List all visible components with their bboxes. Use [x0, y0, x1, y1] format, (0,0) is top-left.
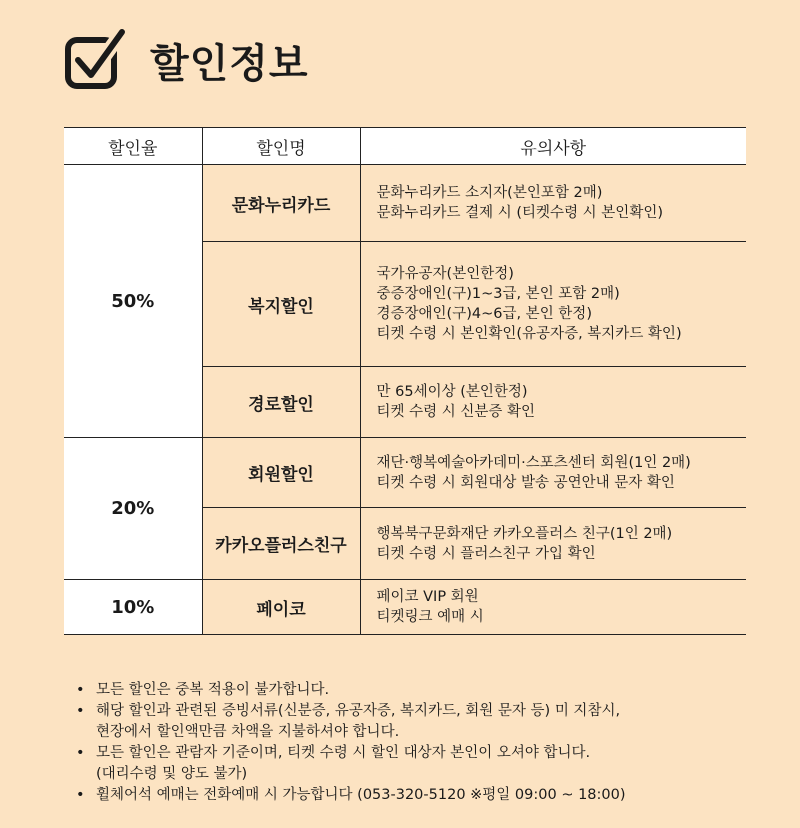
bullet: • [76, 703, 85, 719]
discount-name: 복지할인 [202, 242, 360, 367]
note-line: 티켓 수령 시 본인확인(유공자증, 복지카드 확인) [376, 326, 682, 342]
discount-rate: 20% [64, 438, 202, 580]
note-text: 모든 할인은 중복 적용이 불가합니다. [96, 682, 330, 698]
bullet: • [76, 787, 85, 803]
notes-list [76, 680, 626, 806]
discount-name: 카카오플러스친구 [202, 508, 360, 580]
discount-notes [360, 508, 746, 580]
discount-table [64, 127, 746, 635]
discount-notes [360, 438, 746, 508]
discount-notes [360, 580, 746, 635]
note-text: 해당 할인과 관련된 증빙서류(신분증, 유공자증, 복지카드, 회원 문자 등) 미 지참시, [96, 703, 621, 719]
header-notes: 유의사항 [360, 128, 746, 165]
list-item [76, 785, 626, 806]
header-rate: 할인율 [64, 128, 202, 165]
list-item [76, 743, 626, 785]
discount-notes [360, 367, 746, 438]
note-text: 모든 할인은 관람자 기준이며, 티켓 수령 시 할인 대상자 본인이 오셔야 합니다. [96, 745, 591, 761]
discount-rate: 10% [64, 580, 202, 635]
note-line: 티켓 수령 시 신분증 확인 [376, 404, 536, 420]
note-line: 국가유공자(본인한정) [376, 266, 514, 282]
table-row [64, 165, 746, 242]
discount-notes [360, 165, 746, 242]
note-line: 재단·행복예술아카데미·스포츠센터 회원(1인 2매) [376, 454, 691, 471]
header-name: 할인명 [202, 128, 360, 165]
page-header [64, 26, 309, 94]
page-title: 할인정보 [150, 40, 309, 87]
discount-name: 경로할인 [202, 367, 360, 438]
note-line: 경증장애인(구)4~6급, 본인 한정) [376, 306, 592, 322]
bullet: • [76, 682, 85, 698]
note-text: 휠체어석 예매는 전화예매 시 가능합니다 (053-320-5120 ※평일 09:00 ~ 18:00) [96, 787, 626, 803]
note-line: 티켓링크 예매 시 [376, 609, 484, 625]
note-text: (대리수령 및 양도 불가) [96, 766, 248, 782]
note-line: 만 65세이상 (본인한정) [376, 384, 528, 400]
discount-notes [360, 242, 746, 367]
discount-name: 회원할인 [202, 438, 360, 508]
table-row [64, 438, 746, 508]
discount-rate: 50% [64, 165, 202, 438]
note-line: 티켓 수령 시 플러스친구 가입 확인 [376, 545, 596, 562]
note-text: 현장에서 할인액만큼 차액을 지불하셔야 합니다. [96, 724, 400, 740]
note-line: 문화누리카드 결제 시 (티켓수령 시 본인확인) [376, 205, 663, 221]
discount-name: 페이코 [202, 580, 360, 635]
list-item [76, 680, 626, 701]
checkbox-check-icon [64, 26, 128, 94]
note-line: 문화누리카드 소지자(본인포함 2매) [376, 185, 603, 201]
bullet: • [76, 745, 85, 761]
list-item [76, 701, 626, 743]
note-line: 페이코 VIP 회원 [376, 589, 479, 605]
note-line: 중증장애인(구)1~3급, 본인 포함 2매) [376, 286, 620, 302]
table-row [64, 580, 746, 635]
discount-name: 문화누리카드 [202, 165, 360, 242]
note-line: 행복북구문화재단 카카오플러스 친구(1인 2매) [376, 525, 673, 542]
table-header-row [64, 128, 746, 165]
note-line: 티켓 수령 시 회원대상 발송 공연안내 문자 확인 [376, 474, 675, 491]
